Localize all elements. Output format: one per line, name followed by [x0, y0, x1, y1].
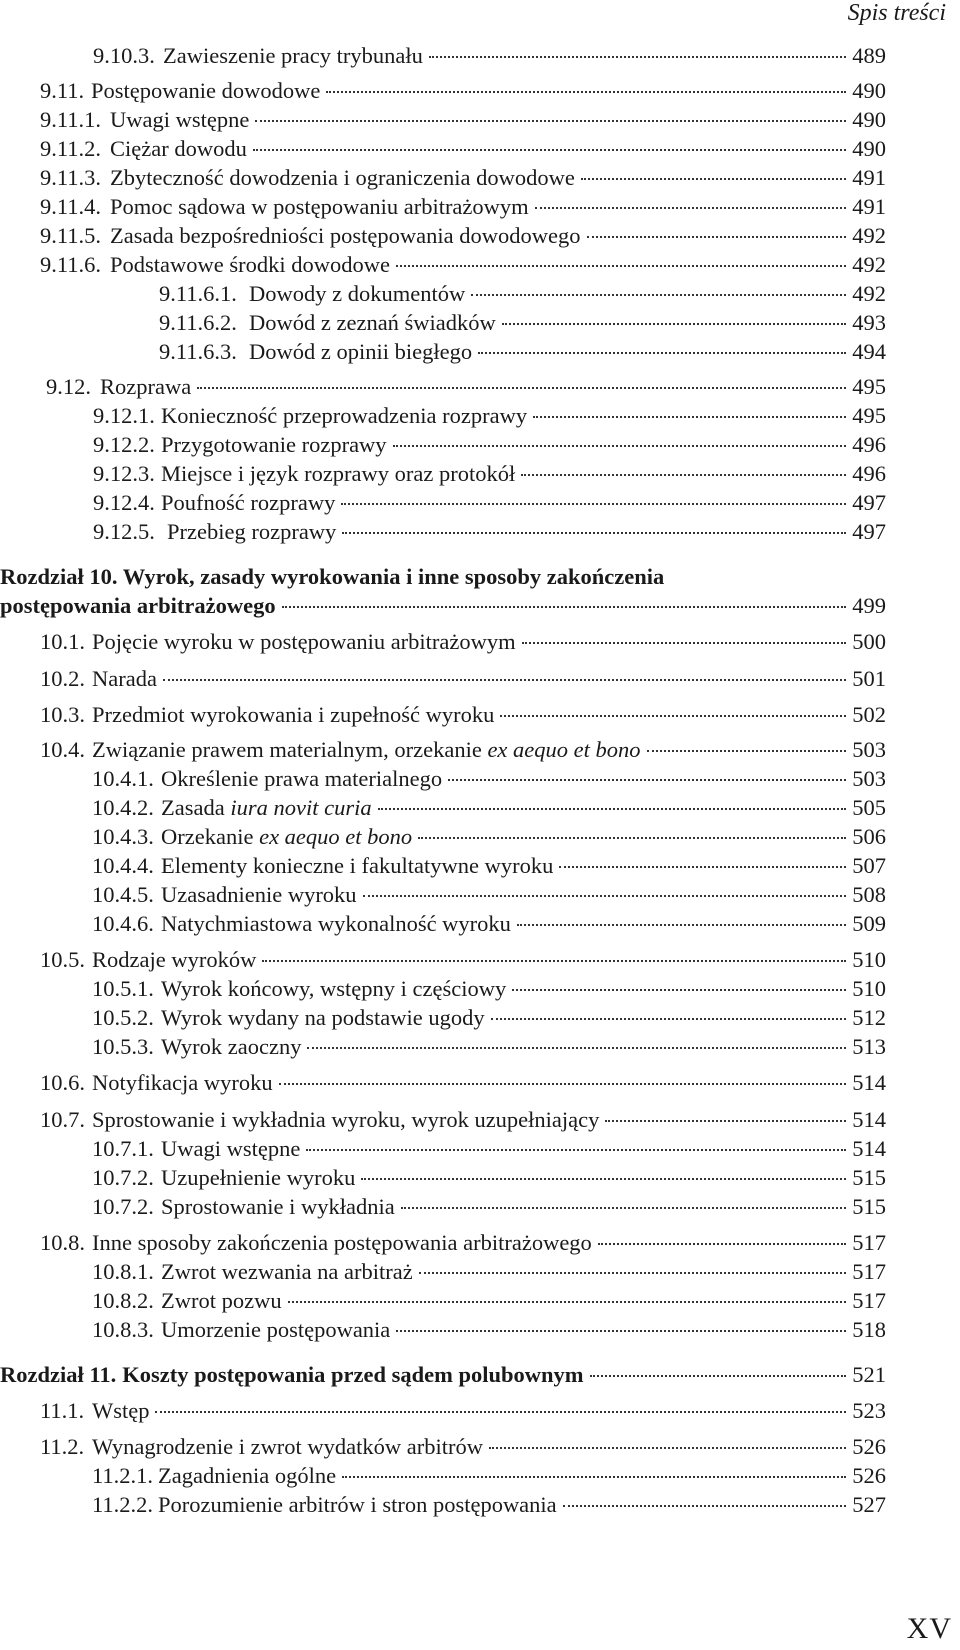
toc-title: Wstęp — [92, 1398, 150, 1423]
toc-page: 503 — [852, 737, 886, 762]
toc-title: Elementy konieczne i fakultatywne wyroku — [161, 853, 554, 878]
dot-leader — [522, 642, 847, 644]
dot-leader — [279, 1083, 847, 1085]
dot-leader — [363, 895, 847, 897]
toc-title: Zagadnienia ogólne — [158, 1463, 337, 1488]
toc-title — [161, 823, 412, 851]
toc-page: 492 — [852, 281, 886, 306]
toc-page: 497 — [852, 490, 886, 515]
toc-title: Notyfikacja wyroku — [92, 1070, 273, 1095]
toc-number: 10.8.1. — [92, 1259, 154, 1284]
toc-number: Rozdział 11. — [0, 1362, 117, 1387]
toc-entry — [92, 1004, 886, 1032]
toc-title: Koszty postępowania przed sądem polubownym — [122, 1362, 584, 1387]
dot-leader — [326, 91, 846, 93]
dot-leader — [262, 960, 846, 962]
toc-entry — [40, 736, 886, 764]
toc-number: 9.11.6.1. — [159, 281, 237, 306]
toc-page: 496 — [852, 461, 886, 486]
toc-page: 490 — [852, 136, 886, 161]
toc-entry — [92, 794, 886, 822]
toc-page: 491 — [852, 194, 886, 219]
toc-number: 11.1. — [40, 1398, 85, 1423]
toc-entry — [40, 222, 886, 250]
toc-number: 10.7. — [40, 1107, 85, 1132]
toc-page: 526 — [852, 1463, 886, 1488]
toc-page: 513 — [852, 1034, 886, 1059]
dot-leader — [598, 1243, 846, 1245]
dot-leader — [448, 779, 846, 781]
toc-entry — [92, 910, 886, 938]
toc-number: 10.4.5. — [92, 882, 154, 907]
toc-page: 505 — [852, 795, 886, 820]
toc-entry — [92, 1316, 886, 1344]
toc-title: Miejsce i język rozprawy oraz protokół — [161, 461, 516, 486]
dot-leader — [512, 989, 846, 991]
toc-page: 497 — [852, 519, 886, 544]
dot-leader — [491, 1018, 847, 1020]
toc-page: 518 — [852, 1317, 886, 1342]
dot-leader — [307, 1047, 846, 1049]
toc-title: Poufność rozprawy — [161, 490, 336, 515]
toc-title: Inne sposoby zakończenia postępowania arbitrażowego — [92, 1230, 592, 1255]
toc-entry — [92, 975, 886, 1003]
toc-title: Przebieg rozprawy — [167, 519, 337, 544]
toc-entry — [40, 946, 886, 974]
toc-entry — [40, 106, 886, 134]
dot-leader — [581, 178, 846, 180]
toc-number: 9.11.6. — [40, 252, 102, 277]
dot-leader — [478, 352, 846, 354]
toc-page: 507 — [852, 853, 886, 878]
toc-page: 514 — [852, 1070, 886, 1095]
toc-title: Sprostowanie i wykładnia — [161, 1194, 395, 1219]
dot-leader — [342, 532, 846, 534]
toc-entry — [92, 1135, 886, 1163]
dot-leader — [396, 1330, 846, 1332]
dot-leader — [306, 1149, 846, 1151]
toc-entry — [92, 852, 886, 880]
toc-title: Wyrok końcowy, wstępny i częściowy — [161, 976, 507, 1001]
toc-page: 495 — [852, 403, 886, 428]
toc-entry — [40, 628, 886, 656]
toc-entry — [92, 765, 886, 793]
toc-number: 11.2.2. — [92, 1492, 154, 1517]
toc-entry-chapter — [0, 592, 886, 620]
toc-entry — [40, 77, 886, 105]
toc-page: 501 — [852, 666, 886, 691]
dot-leader — [342, 1476, 846, 1478]
toc-entry — [93, 518, 886, 546]
toc-number: 11.2. — [40, 1434, 85, 1459]
toc-entry — [92, 1258, 886, 1286]
toc-title: Przedmiot wyrokowania i zupełność wyroku — [92, 702, 495, 727]
toc-title: Uzasadnienie wyroku — [161, 882, 357, 907]
dot-leader — [418, 837, 846, 839]
toc-entry — [92, 881, 886, 909]
toc-entry — [40, 193, 886, 221]
toc-number: 10.5.3. — [92, 1034, 154, 1059]
dot-leader — [419, 1272, 847, 1274]
toc-entry — [159, 280, 886, 308]
toc-page: 517 — [852, 1288, 886, 1313]
toc-page: 503 — [852, 766, 886, 791]
dot-leader — [489, 1447, 846, 1449]
toc-title: Narada — [92, 666, 157, 691]
dot-leader — [361, 1178, 846, 1180]
toc-entry — [92, 823, 886, 851]
toc-number: 10.4.2. — [92, 795, 154, 820]
dot-leader — [521, 474, 846, 476]
toc-entry — [40, 1229, 886, 1257]
toc-title: Uzupełnienie wyroku — [161, 1165, 356, 1190]
toc-page: 506 — [852, 824, 886, 849]
toc-entry — [93, 402, 886, 430]
dot-leader — [341, 503, 846, 505]
toc-entry — [93, 42, 886, 70]
toc-entry — [40, 1069, 886, 1097]
toc-page: 527 — [852, 1492, 886, 1517]
dot-leader — [253, 149, 846, 151]
toc-entry — [93, 431, 886, 459]
toc-entry — [40, 701, 886, 729]
toc-number: 9.11.2. — [40, 136, 102, 161]
dot-leader — [155, 1411, 846, 1413]
dot-leader — [535, 207, 847, 209]
toc-number: 11.2.1. — [92, 1463, 154, 1488]
toc-page: 514 — [852, 1136, 886, 1161]
toc-title: Pomoc sądowa w postępowaniu arbitrażowym — [110, 194, 529, 219]
toc-title: Określenie prawa materialnego — [161, 766, 443, 791]
toc-entry — [40, 665, 886, 693]
dot-leader — [517, 924, 846, 926]
toc-page: 515 — [852, 1194, 886, 1219]
toc-entry — [92, 1287, 886, 1315]
toc-title: Dowód z opinii biegłego — [249, 339, 473, 364]
toc-title: Rozprawa — [100, 374, 192, 399]
toc-title: Zwrot pozwu — [161, 1288, 282, 1313]
toc-page: 491 — [852, 165, 886, 190]
toc-page: 493 — [852, 310, 886, 335]
toc-title — [92, 736, 641, 764]
toc-page: 500 — [852, 629, 886, 654]
toc-number: 9.11. — [40, 78, 85, 103]
toc-number: 9.11.1. — [40, 107, 102, 132]
toc-title-italic: ex aequo et bono — [487, 737, 641, 762]
toc-entry — [159, 309, 886, 337]
page-number: XV — [906, 1612, 952, 1645]
toc-title: Wyrok wydany na podstawie ugody — [161, 1005, 485, 1030]
toc-entry — [40, 164, 886, 192]
toc-entry — [40, 251, 886, 279]
dot-leader — [393, 445, 847, 447]
toc-page: 489 — [852, 43, 886, 68]
toc-entry — [40, 135, 886, 163]
toc-page: 499 — [852, 593, 886, 618]
dot-leader — [288, 1301, 847, 1303]
toc-entry — [46, 373, 886, 401]
toc-page: 492 — [852, 252, 886, 277]
toc-page: 515 — [852, 1165, 886, 1190]
toc-title: Umorzenie postępowania — [161, 1317, 391, 1342]
dot-leader — [163, 679, 846, 681]
toc-title: Ciężar dowodu — [110, 136, 247, 161]
toc-page: 490 — [852, 107, 886, 132]
toc-page: 514 — [852, 1107, 886, 1132]
toc-entry — [92, 1164, 886, 1192]
toc-title: Postępowanie dowodowe — [91, 78, 321, 103]
toc-title-italic: iura novit curia — [230, 795, 372, 820]
toc-page: 517 — [852, 1259, 886, 1284]
toc-number: 9.12.3. — [93, 461, 155, 486]
toc-number: 10.7.2. — [92, 1194, 154, 1219]
toc-number: 9.12. — [46, 374, 91, 399]
toc-entry — [159, 338, 886, 366]
toc-number: 9.12.1. — [93, 403, 155, 428]
dot-leader — [401, 1207, 847, 1209]
toc-title-text: Zasada — [161, 795, 231, 820]
toc-number: 10.2. — [40, 666, 85, 691]
toc-page: 510 — [852, 947, 886, 972]
toc-number: 10.4.4. — [92, 853, 154, 878]
dot-leader — [590, 1375, 847, 1377]
toc-number: 10.5. — [40, 947, 85, 972]
toc-entry — [40, 1106, 886, 1134]
toc-page: 509 — [852, 911, 886, 936]
toc-title: Uwagi wstępne — [161, 1136, 301, 1161]
toc-entry — [93, 489, 886, 517]
toc-page: 496 — [852, 432, 886, 457]
toc-number: 9.11.6.3. — [159, 339, 237, 364]
toc-number: 9.11.4. — [40, 194, 102, 219]
toc-entry — [92, 1033, 886, 1061]
toc-number: 10.4.1. — [92, 766, 154, 791]
dot-leader — [197, 387, 846, 389]
toc-title: Zwrot wezwania na arbitraż — [161, 1259, 413, 1284]
toc-entry — [40, 1397, 886, 1425]
dot-leader — [500, 715, 846, 717]
toc-title: Podstawowe środki dowodowe — [110, 252, 390, 277]
toc-number: 10.7.2. — [92, 1165, 154, 1190]
toc-title — [161, 794, 372, 822]
toc-number: 10.4.6. — [92, 911, 154, 936]
toc-title: Przygotowanie rozprawy — [161, 432, 387, 457]
dot-leader — [255, 120, 846, 122]
toc-entry — [92, 1462, 886, 1490]
toc-title: Pojęcie wyroku w postępowaniu arbitrażowym — [92, 629, 516, 654]
toc-page: 502 — [852, 702, 886, 727]
toc-title: Sprostowanie i wykładnia wyroku, wyrok uzupełniający — [92, 1107, 600, 1132]
toc-page: 492 — [852, 223, 886, 248]
toc-title: postępowania arbitrażowego — [0, 593, 276, 618]
toc-number: 10.5.1. — [92, 976, 154, 1001]
chapter-10-heading: Rozdział 10. Wyrok, zasady wyrokowania i inne sposoby zakończenia — [0, 564, 665, 589]
toc-number: 9.11.3. — [40, 165, 102, 190]
toc-entry — [92, 1491, 886, 1519]
toc-page: 517 — [852, 1230, 886, 1255]
toc-number: 10.7.1. — [92, 1136, 154, 1161]
toc-entry — [92, 1193, 886, 1221]
dot-leader — [605, 1120, 846, 1122]
toc-title: Rodzaje wyroków — [92, 947, 257, 972]
dot-leader — [533, 416, 846, 418]
toc-page: 490 — [852, 78, 886, 103]
toc-title: Zasada bezpośredniości postępowania dowodowego — [110, 223, 581, 248]
toc-title: Wyrok zaoczny — [161, 1034, 302, 1059]
toc-number: 10.8. — [40, 1230, 85, 1255]
toc-title-text: Związanie prawem materialnym, orzekanie — [92, 737, 488, 762]
toc-page: 512 — [852, 1005, 886, 1030]
toc-entry — [93, 460, 886, 488]
toc-entry-chapter — [0, 1361, 886, 1389]
toc-title-text: Orzekanie — [161, 824, 260, 849]
toc-title: Zawieszenie pracy trybunału — [163, 43, 423, 68]
toc-page: 508 — [852, 882, 886, 907]
toc-title: Dowód z zeznań świadków — [249, 310, 496, 335]
toc-number: 10.5.2. — [92, 1005, 154, 1030]
toc-title: Wynagrodzenie i zwrot wydatków arbitrów — [92, 1434, 484, 1459]
toc-entry — [40, 1433, 886, 1461]
dot-leader — [429, 56, 846, 58]
dot-leader — [396, 265, 846, 267]
toc-number: 10.6. — [40, 1070, 85, 1095]
toc-number: 10.8.2. — [92, 1288, 154, 1313]
toc-title: Uwagi wstępne — [110, 107, 250, 132]
toc-number: 9.12.5. — [93, 519, 155, 544]
dot-leader — [587, 236, 847, 238]
dot-leader — [559, 866, 846, 868]
toc-title: Porozumienie arbitrów i stron postępowania — [158, 1492, 557, 1517]
toc-title: Zbyteczność dowodzenia i ograniczenia dowodowe — [110, 165, 575, 190]
dot-leader — [378, 808, 847, 810]
dot-leader — [647, 750, 847, 752]
dot-leader — [563, 1505, 847, 1507]
dot-leader — [502, 323, 846, 325]
toc-page: 494 — [852, 339, 886, 364]
toc-title: Natychmiastowa wykonalność wyroku — [161, 911, 511, 936]
toc-page: 510 — [852, 976, 886, 1001]
toc-page: 523 — [852, 1398, 886, 1423]
toc-page: 495 — [852, 374, 886, 399]
toc-number: 9.12.4. — [93, 490, 155, 515]
toc-page: 526 — [852, 1434, 886, 1459]
toc-title-italic: ex aequo et bono — [259, 824, 413, 849]
toc-title: Dowody z dokumentów — [249, 281, 466, 306]
running-header: Spis treści — [847, 0, 946, 26]
dot-leader — [471, 294, 846, 296]
toc-number: 9.11.5. — [40, 223, 102, 248]
toc-number: 10.1. — [40, 629, 85, 654]
toc-number: 10.4.3. — [92, 824, 154, 849]
toc-number: 9.11.6.2. — [159, 310, 237, 335]
toc-number: 10.8.3. — [92, 1317, 154, 1342]
toc-number: 10.4. — [40, 737, 85, 762]
toc-number: 9.10.3. — [93, 43, 155, 68]
toc-number: 10.3. — [40, 702, 85, 727]
dot-leader — [282, 606, 847, 608]
toc-number: 9.12.2. — [93, 432, 155, 457]
toc-title: Konieczność przeprowadzenia rozprawy — [161, 403, 528, 428]
toc-page: 521 — [852, 1362, 886, 1387]
